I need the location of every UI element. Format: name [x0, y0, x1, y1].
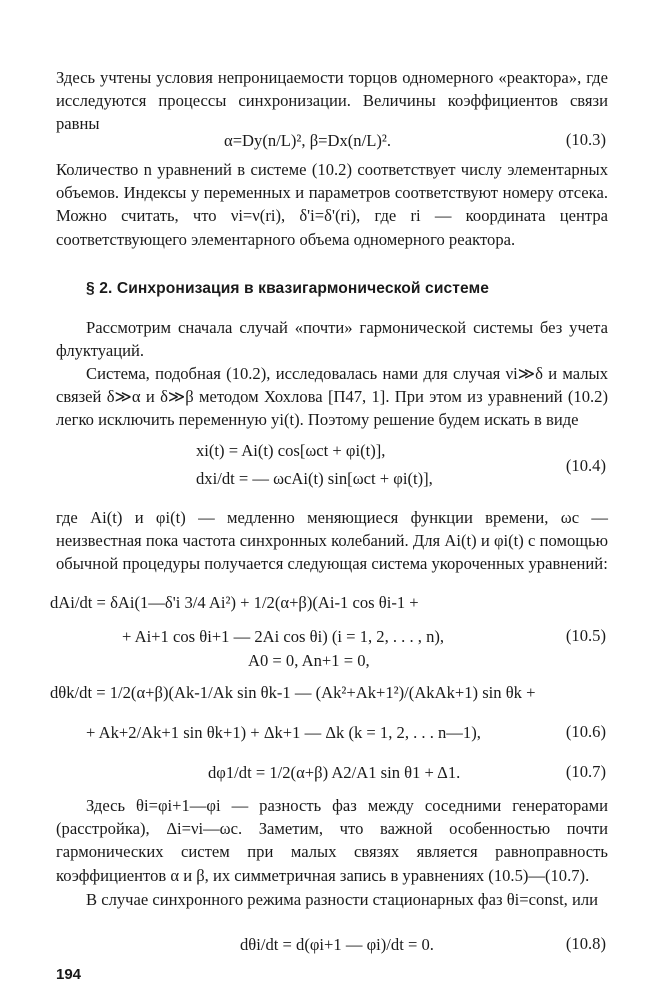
- equation-10-5a: dAi/dt = δAi(1—δ'i 3/4 Ai²) + 1/2(α+β)(Ai-1 cos θi-1 +: [50, 593, 419, 612]
- equation-10-7: dφ1/dt = 1/2(α+β) A2/A1 sin θ1 + Δ1.: [208, 763, 461, 782]
- section-heading: § 2. Синхронизация в квазигармонической системе: [86, 280, 489, 297]
- equation-10-4a: xi(t) = Ai(t) cos[ωct + φi(t)],: [196, 441, 386, 460]
- paragraph-5: где Ai(t) и φi(t) — медленно меняющиеся функции времени, ωc — неизвестная пока частота синхронных колебаний. Для Ai(t) и φi(t) с помощью обычной процедуры получается следующая система укороченных уравнений:: [56, 508, 608, 574]
- equation-number-10-4: (10.4): [565, 456, 606, 475]
- paragraph-6: Здесь θi=φi+1—φi — разность фаз между соседними генераторами (расстройка), Δi=νi—ωc. Заметим, что важной особенностью почти гармонических систем при малых связях является равноправность коэффициентов α и β, их симметричная запись в уравнениях (10.5)—(10.7).: [56, 796, 608, 885]
- paragraph-7: В случае синхронного режима разности стационарных фаз θi=const, или: [86, 890, 599, 909]
- equation-number-10-5: (10.5): [565, 626, 606, 645]
- equation-number-10-6: (10.6): [565, 722, 606, 741]
- equation-10-5c: A0 = 0, An+1 = 0,: [248, 651, 370, 670]
- equation-10-4b: dxi/dt = — ωcAi(t) sin[ωct + φi(t)],: [196, 469, 433, 488]
- page-number: 194: [56, 966, 82, 983]
- paragraph-2: Количество n уравнений в системе (10.2) соответствует числу элементарных объемов. Индексы у переменных и параметров соответствуют номеру отсека. Можно считать, что νi=ν(ri), δ'i=δ'(ri), где ri — координата центра соответствующего элементарного объема одномерного реактора.: [56, 160, 608, 249]
- equation-10-5b: + Ai+1 cos θi+1 — 2Ai cos θi) (i = 1, 2, . . . , n),: [122, 627, 445, 646]
- equation-number-10-3: (10.3): [565, 130, 606, 149]
- paragraph-4: Система, подобная (10.2), исследовалась нами для случая νi≫δ и малых связей δ≫α и δ≫β методом Хохлова [П47, 1]. При этом из уравнений (10.2) легко исключить переменную yi(t). Поэтому решение будем искать в виде: [56, 364, 608, 430]
- equation-10-3: α=Dy(n/L)², β=Dx(n/L)².: [224, 131, 391, 150]
- paragraph-1: Здесь учтены условия непроницаемости торцов одномерного «реактора», где исследуются процессы синхронизации. Величины коэффициентов связи равны: [56, 68, 608, 134]
- equation-10-8: dθi/dt = d(φi+1 — φi)/dt = 0.: [240, 935, 434, 954]
- equation-number-10-8: (10.8): [565, 934, 606, 953]
- equation-number-10-7: (10.7): [565, 762, 606, 781]
- equation-10-6a: dθk/dt = 1/2(α+β)(Ak-1/Ak sin θk-1 — (Ak²+Ak+1²)/(AkAk+1) sin θk +: [50, 683, 536, 702]
- equation-10-6b: + Ak+2/Ak+1 sin θk+1) + Δk+1 — Δk (k = 1, 2, . . . n—1),: [86, 723, 481, 742]
- paragraph-3: Рассмотрим сначала случай «почти» гармонической системы без учета флуктуаций.: [56, 318, 608, 361]
